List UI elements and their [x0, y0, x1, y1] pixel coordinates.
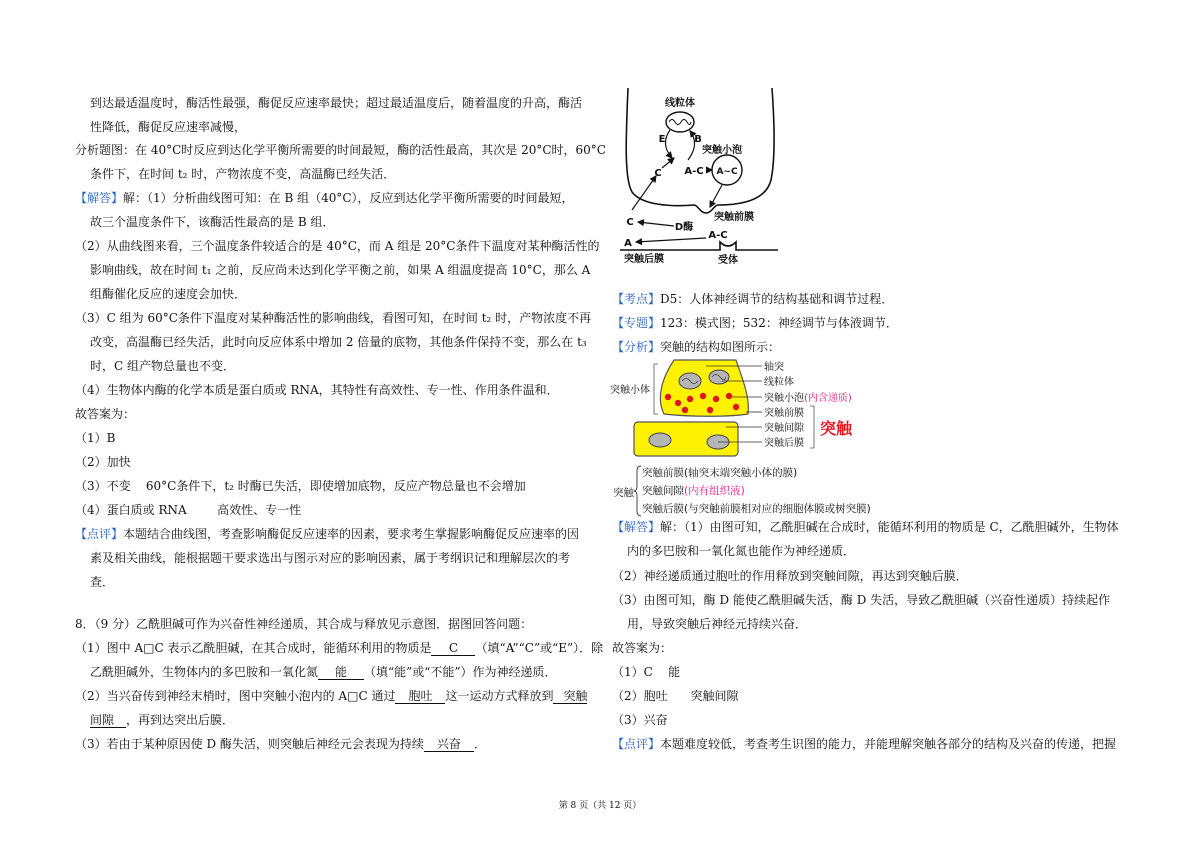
label-presynaptic-membrane: 突触前膜: [764, 408, 804, 419]
label-mitochondrion: 线粒体: [665, 98, 695, 109]
vesicle-dot: [687, 396, 693, 402]
label-vesicle-name: 突触小泡: [764, 393, 804, 404]
answer-line: 改变，高温酶已经失活，此时向反应体系中增加 2 倍量的底物，其他条件保持不变，那么在 t₃: [90, 335, 587, 349]
analysis-line: 到达最适温度时，酶活性最强，酶促反应速率最快；超过最适温度后，随着温度的升高，酶活: [90, 96, 583, 110]
analysis-tag: 【分析】: [612, 340, 661, 354]
label-postsynaptic-membrane: 突触后膜: [764, 438, 804, 449]
label-vesicle: 突触小泡: [702, 145, 742, 156]
q8-answer-line: [612, 519, 1119, 535]
vesicle-dot: [665, 394, 671, 400]
answer-line: 故三个温度条件下，该酶活性最高的是 B 组．: [90, 215, 335, 229]
mitochondrion-shape: [666, 112, 694, 132]
q1-answer-blank: C: [431, 641, 475, 656]
brace-path: [634, 466, 641, 516]
label-synaptic-cleft: 突触间隙: [764, 423, 804, 434]
label-synapse-big: 突触: [820, 419, 853, 438]
label-presynaptic-membrane: 突触前膜: [714, 212, 754, 223]
mitochondrion-oval: [649, 433, 671, 447]
label-mitochondrion: 线粒体: [764, 377, 794, 388]
analysis-line: 分析题图：在 40°C时反应到达化学平衡所需要的时间最短，酶的活性最高，其次是 20°C时，60°C: [75, 143, 606, 157]
q8-comment-tag: 【点评】: [612, 737, 661, 751]
synapse-summary-brace: [634, 465, 642, 517]
label-synaptic-knob: 突触小体: [610, 385, 650, 396]
cycle-arrow-left: [665, 130, 672, 158]
synapse-summary-pre: 突触前膜(轴突末端突触小体的膜): [642, 467, 798, 479]
synapse-bracket: [810, 406, 814, 448]
comment-text: 本题结合曲线图，考查影响酶促反应速率的因素，要求考生掌握影响酶促反应速率的因: [123, 527, 580, 541]
answer-line: （3）C 组为 60°C条件下温度对某种酶活性的影响曲线，看图可知，在时间 t₂ 时，产物浓度不再: [75, 311, 592, 325]
q8-answer-line: 用，导致突触后神经元持续兴奋．: [627, 617, 808, 631]
vesicle-dot: [707, 407, 713, 413]
comment-tag: 【点评】: [75, 527, 124, 541]
synapse-summary-post: 突触后膜(与突触前膜相对应的细胞体膜或树突膜): [642, 503, 871, 515]
q8-answer-text: 解：（1）由图可知，乙酰胆碱在合成时，能循环利用的物质是 C，乙酰胆碱外，生物体: [660, 520, 1119, 534]
q8-key-heading: 故答案为：: [612, 641, 673, 655]
arrow-to-a: [636, 238, 706, 242]
label-c-top: C: [654, 168, 662, 179]
analysis-text: 突触的结构如图所示：: [660, 340, 781, 354]
vesicle-dot: [713, 396, 719, 402]
q8-key-item: （3）兴奋: [612, 713, 668, 727]
answer-key-item: （1）B: [75, 431, 116, 445]
q1-text: （填“能”或“不能”）作为神经递质．: [364, 665, 557, 679]
summary-cleft-name: 突触间隙: [642, 485, 684, 497]
exam-point-line: [612, 291, 893, 307]
exam-point-text: D5：人体神经调节的结构基础和调节过程．: [660, 292, 894, 306]
label-postsynaptic-membrane: 突触后膜: [624, 254, 664, 265]
postsynaptic-membrane-line: [620, 242, 778, 250]
vesicle-dot: [733, 404, 739, 410]
q8-key-item: （2）胞吐 突触间隙: [612, 689, 739, 703]
vesicle-dot: [700, 393, 706, 399]
question-8-stem: 8．（9 分）乙酰胆碱可作为兴奋性神经递质，其合成与释放见示意图．据图回答问题：: [75, 617, 533, 631]
analysis-heading-line: [612, 339, 780, 355]
arrow-c-reuptake: [632, 176, 656, 210]
q2-text: ，再到达突出后膜．: [126, 713, 235, 727]
synapse-structure-diagram: [606, 356, 870, 460]
synaptic-knob-bracket: [654, 364, 658, 414]
arrow-c-up: [662, 158, 674, 168]
synapse-summary-cleft: [642, 484, 745, 498]
label-enzyme-d: D酶: [674, 222, 694, 233]
label-e: E: [658, 134, 666, 145]
answer-key-item: （2）加快: [75, 455, 131, 469]
topic-tag: 【专题】: [612, 316, 661, 330]
comment-line: 素及相关曲线，能根据题干要求选出与图示对应的影响因素，属于考纲识记和理解层次的考: [90, 551, 571, 565]
exam-point-tag: 【考点】: [612, 292, 661, 306]
q1-answer-blank-2: 能: [318, 665, 364, 680]
vesicle-dot: [682, 407, 688, 413]
label-b: B: [694, 134, 702, 145]
vesicle-dot: [726, 393, 732, 399]
q2-answer-blank-1: 胞吐: [395, 689, 445, 704]
label-ac-top: A-C: [684, 166, 704, 177]
page-number-footer: 第 8 页（共 12 页）: [558, 801, 642, 811]
question-8-part-2: [75, 688, 587, 704]
topic-line: [612, 315, 898, 331]
q8-answer-line: （3）由图可知，酶 D 能使乙酰胆碱失活，酶 D 失活，导致乙酰胆碱（兴奋性递质）持续起作: [612, 593, 1111, 607]
question-8-part-1-line-2: [90, 664, 557, 680]
answer-line: 影响曲线，故在时间 t₁ 之前，反应尚未达到化学平衡之前，如果 A 组温度提高 10°C，那么 A: [90, 263, 591, 277]
answer-key-item: （4）蛋白质或 RNA 高效性、专一性: [75, 503, 302, 517]
answer-line: （4）生物体内酶的化学本质是蛋白质或 RNA，其特性有高效性、专一性、作用条件温和．: [75, 383, 559, 397]
q8-answer-line: （2）神经递质通过胞吐的作用释放到突触间隙，再达到突触后膜．: [612, 569, 968, 583]
label-vesicle-content: A~C: [716, 167, 738, 177]
synapse-summary-label: 突触: [613, 487, 634, 499]
answer-text: 解：（1）分析曲线图可知：在 B 组（40°C），反应到达化学平衡所需要的时间最短，: [123, 191, 574, 205]
presynaptic-terminal-outline: [626, 88, 774, 213]
answer-key-item: （3）不变 60°C条件下，t₂ 时酶已失活，即使增加底物，反应产物总量也不会增加: [75, 479, 526, 493]
vesicle-dot: [675, 400, 681, 406]
arrow-release: [710, 185, 722, 207]
question-8-part-2-line-2: [90, 712, 234, 728]
arrow-to-c: [638, 222, 674, 226]
answer-line: [75, 190, 574, 206]
label-ac-bottom: A-C: [708, 230, 728, 241]
answer-tag: 【解答】: [75, 191, 124, 205]
answer-line: 组酶催化反应的速度会加快．: [90, 287, 247, 301]
answer-line: （2）从曲线图来看，三个温度条件较适合的是 40°C，而 A 组是 20°C条件下温度对某种酶活性的: [75, 239, 600, 253]
q8-comment-text: 本题难度较低，考查考生识图的能力，并能理解突触各部分的结构及兴奋的传递，把握: [660, 737, 1117, 751]
analysis-line: 性降低，酶促反应速率减慢，: [90, 120, 247, 134]
comment-line: 查．: [90, 575, 115, 589]
q3-text: ．: [473, 737, 486, 751]
label-axon: 轴突: [764, 362, 784, 373]
q2-text: 这一运动方式释放到: [445, 689, 554, 703]
q1-text: 乙酰胆碱外，生物体内的多巴胺和一氧化氮: [90, 665, 319, 679]
q1-text: （填“A”“C”或“E”）．除: [475, 641, 604, 655]
question-8-part-3: [75, 736, 486, 752]
q1-text: （1）图中 A□C 表示乙酰胆碱，在其合成时，能循环利用的物质是: [75, 641, 432, 655]
comment-line: [75, 526, 579, 542]
q8-key-item: （1）C 能: [612, 665, 681, 679]
summary-cleft-note: (内有组织液): [684, 485, 745, 497]
label-vesicle-note: (内含递质): [804, 393, 852, 404]
answer-key-heading: 故答案为：: [75, 407, 136, 421]
answer-line: 时，C 组产物总量也不变．: [90, 359, 235, 373]
label-c-bottom: C: [626, 217, 634, 228]
label-a: A: [624, 238, 632, 249]
q3-text: （3）若由于某种原因使 D 酶失活，则突触后神经元会表现为持续: [75, 737, 424, 751]
acetylcholine-synapse-diagram: [618, 86, 782, 270]
analysis-line: 条件下，在时间 t₂ 时，产物浓度不变，高温酶已经失活．: [90, 167, 396, 181]
label-vesicle: [764, 391, 852, 404]
q2-answer-blank-2a: 突触: [553, 689, 587, 704]
q3-answer-blank: 兴奋: [424, 737, 474, 752]
topic-text: 123：模式图；532：神经调节与体液调节．: [660, 316, 898, 330]
q8-comment-line: [612, 736, 1116, 752]
q2-text: （2）当兴奋传到神经末梢时，图中突触小泡内的 A□C 通过: [75, 689, 396, 703]
q8-answer-line: 内的多巴胺和一氧化氮也能作为神经递质．: [627, 544, 856, 558]
label-receptor: 受体: [718, 255, 738, 266]
question-8-part-1: [75, 640, 603, 656]
q2-answer-blank-2b: 间隙: [90, 713, 126, 728]
q8-answer-tag: 【解答】: [612, 520, 661, 534]
